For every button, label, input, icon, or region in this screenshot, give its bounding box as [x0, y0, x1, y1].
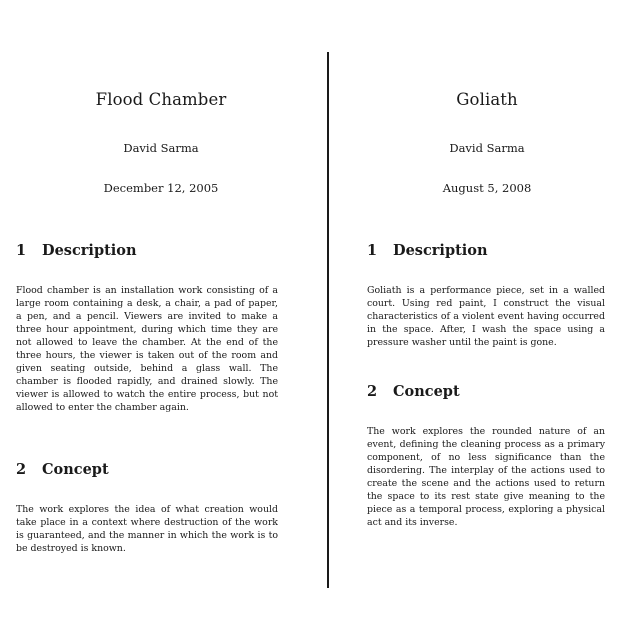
section-title: Concept	[393, 383, 460, 400]
page-divider	[327, 52, 329, 588]
section-number: 2	[16, 461, 27, 478]
left-page	[16, 0, 306, 640]
section-number: 2	[367, 383, 378, 400]
section-number: 1	[367, 242, 378, 259]
left-page-author: David Sarma	[123, 141, 199, 155]
right-concept-paragraph: The work explores the rounded nature of an event, defining the cleaning process as a primary component, of no less significance than the disordering. The interplay of the actions used to create the scene and the actions used to return the space to its rest state give meaning to the piece as a temporal process, exploring a physical act and its inverse.	[367, 426, 605, 528]
left-section-concept-heading	[16, 461, 306, 479]
section-title: Description	[393, 242, 488, 259]
left-description-paragraph: Flood chamber is an installation work consisting of a large room containing a desk, a chair, a pad of paper, a pen, and a pencil. Viewers are invited to make a three hour appointment, during which time they are not allowed to leave the chamber. At the end of the three hours, the viewer is taken out of the room and given seating outside, behind a glass wall. The chamber is flooded rapidly, and drained slowly. The viewer is allowed to watch the entire process, but not allowed to enter the chamber again.	[16, 285, 278, 413]
section-title: Concept	[42, 461, 109, 478]
section-title: Description	[42, 242, 137, 259]
left-page-date: December 12, 2005	[103, 181, 219, 195]
section-number: 1	[16, 242, 27, 259]
right-page-author: David Sarma	[449, 141, 525, 155]
right-description-paragraph: Goliath is a performance piece, set in a walled court. Using red paint, I construct the visual characteristics of a violent event having occurred in the space. After, I wash the space using a pressure washer until the paint is gone.	[367, 285, 605, 348]
left-concept-paragraph: The work explores the idea of what creation would take place in a context where destruction of the work is guaranteed, and the manner in which the work is to be destroyed is known.	[16, 504, 278, 554]
right-page-title: Goliath	[456, 90, 518, 109]
right-page-date: August 5, 2008	[442, 181, 532, 195]
right-page	[367, 0, 607, 640]
right-section-description-heading	[367, 242, 607, 260]
left-section-description-heading	[16, 242, 306, 260]
right-section-concept-heading	[367, 383, 607, 401]
left-page-title: Flood Chamber	[95, 90, 227, 109]
